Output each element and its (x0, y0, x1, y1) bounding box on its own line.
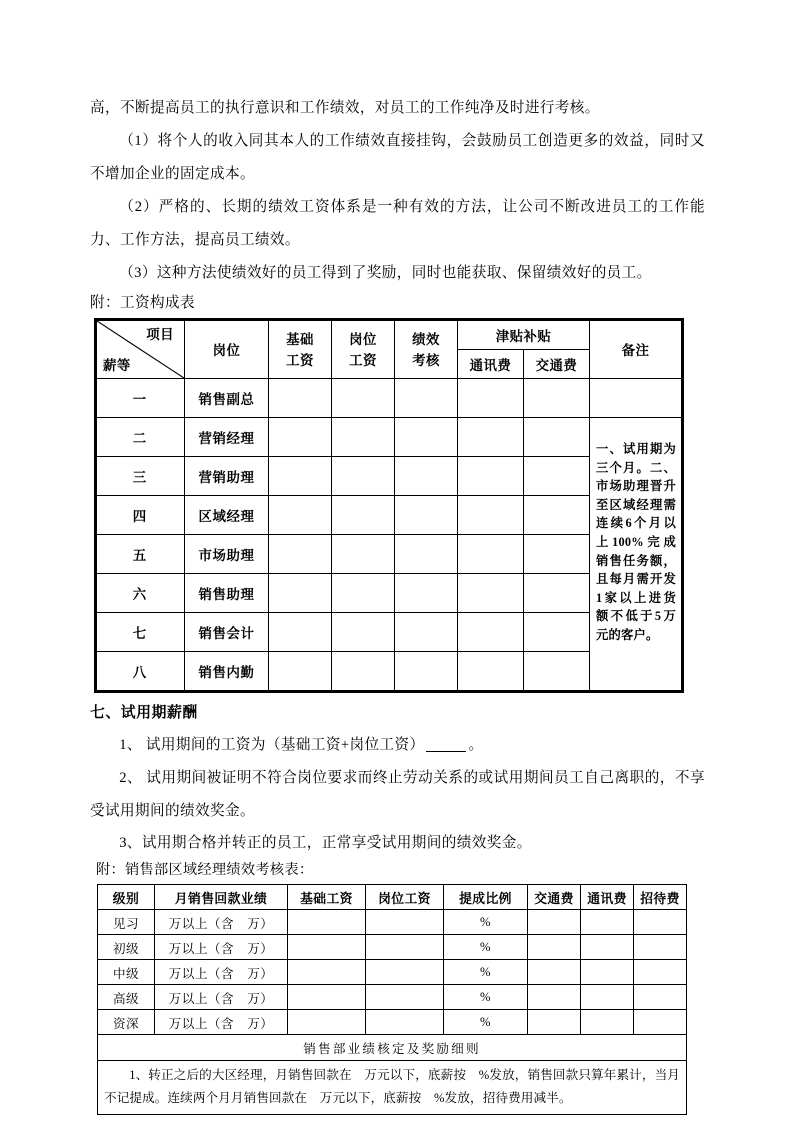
cell-position-salary[interactable] (332, 535, 395, 574)
header-corner-split-cell (97, 321, 185, 379)
perf-cell-transport-fee[interactable] (528, 935, 581, 960)
rule-section-body (98, 1061, 687, 1115)
cell-transport-fee[interactable] (524, 574, 590, 613)
cell-performance[interactable] (395, 574, 458, 613)
paragraph-item-3: （3）这种方法使绩效好的员工得到了奖励，同时也能获取、保留绩效好的员工。 (119, 265, 652, 281)
cell-remark-note: 一、试用期为三个月。二、市场助理晋升至区域经理需连续6个月以上100%完成销售任务额，且每月需开发1家以上进货额不低于5万元的客户。 (590, 418, 682, 691)
perf-cell-communication-fee[interactable] (581, 935, 634, 960)
cell-transport-fee[interactable] (524, 652, 590, 691)
cell-communication-fee[interactable] (458, 457, 524, 496)
perf-row-level: 高级 (98, 985, 155, 1010)
perf-cell-commission-rate[interactable]: % (444, 910, 528, 935)
header-position-salary-line2: 工资 (349, 352, 377, 368)
row-post: 区域经理 (185, 496, 269, 535)
table-row (98, 960, 687, 985)
perf-row-level: 中级 (98, 960, 155, 985)
header-performance-line2: 考核 (412, 352, 440, 368)
header-base-salary-line2: 工资 (286, 352, 314, 368)
perf-row-level: 资深 (98, 1010, 155, 1035)
section-item-1-suffix: 。 (468, 737, 484, 753)
cell-transport-fee[interactable] (524, 418, 590, 457)
row-level: 七 (97, 613, 185, 652)
header-base-salary-line1: 基础 (286, 331, 314, 347)
row-post: 销售副总 (185, 379, 269, 418)
row-post: 销售助理 (185, 574, 269, 613)
header-allowance-group: 津贴补贴 (458, 321, 590, 350)
perf-row-monthly-sales: 万以上（含 万） (155, 935, 288, 960)
row-post: 销售内勤 (185, 652, 269, 691)
cell-transport-fee[interactable] (524, 613, 590, 652)
perf-header-commission-rate: 提成比例 (444, 885, 528, 910)
cell-base-salary[interactable] (269, 496, 332, 535)
header-performance-review (395, 321, 458, 379)
row-level: 一 (97, 379, 185, 418)
attachment-label-performance-table: 附：销售部区域经理绩效考核表： (96, 862, 314, 878)
cell-performance[interactable] (395, 496, 458, 535)
perf-cell-base-salary[interactable] (288, 910, 366, 935)
cell-position-salary[interactable] (332, 457, 395, 496)
row-level: 三 (97, 457, 185, 496)
page-title: 七、试用期薪酬 (90, 705, 198, 721)
perf-header-communication-fee: 通讯费 (581, 885, 634, 910)
perf-cell-entertainment-fee[interactable] (634, 1010, 687, 1035)
perf-cell-entertainment-fee[interactable] (634, 935, 687, 960)
table-row (98, 910, 687, 935)
perf-row-monthly-sales: 万以上（含 万） (155, 960, 288, 985)
section-item-3: 3、试用期合格并转正的员工，正常享受试用期间的绩效奖金。 (119, 835, 532, 851)
perf-cell-transport-fee[interactable] (528, 960, 581, 985)
perf-cell-commission-rate[interactable]: % (444, 960, 528, 985)
perf-header-level: 级别 (98, 885, 155, 910)
perf-cell-commission-rate[interactable]: % (444, 1010, 528, 1035)
header-position-salary-line1: 岗位 (349, 331, 377, 347)
cell-position-salary[interactable] (332, 379, 395, 418)
perf-cell-base-salary[interactable] (288, 985, 366, 1010)
perf-cell-base-salary[interactable] (288, 935, 366, 960)
perf-cell-entertainment-fee[interactable] (634, 960, 687, 985)
row-level: 四 (97, 496, 185, 535)
cell-transport-fee[interactable] (524, 535, 590, 574)
perf-cell-entertainment-fee[interactable] (634, 985, 687, 1010)
header-corner-grade-label: 薪等 (103, 358, 131, 373)
cell-position-salary[interactable] (332, 574, 395, 613)
salary-composition-table (96, 320, 682, 691)
cell-transport-fee[interactable] (524, 379, 590, 418)
perf-header-transport-fee: 交通费 (528, 885, 581, 910)
cell-communication-fee[interactable] (458, 418, 524, 457)
row-level: 八 (97, 652, 185, 691)
row-post: 营销经理 (185, 418, 269, 457)
attachment-label-salary-table: 附：工资构成表 (90, 295, 195, 311)
performance-review-table (97, 884, 687, 1115)
perf-cell-transport-fee[interactable] (528, 910, 581, 935)
perf-row-monthly-sales: 万以上（含 万） (155, 910, 288, 935)
cell-performance[interactable] (395, 457, 458, 496)
cell-communication-fee[interactable] (458, 535, 524, 574)
perf-cell-commission-rate[interactable]: % (444, 935, 528, 960)
cell-communication-fee[interactable] (458, 574, 524, 613)
table-row (98, 1061, 687, 1115)
section-item-2: 2、 试用期间被证明不符合岗位要求而终止劳动关系的或试用期间员工自己离职的，不享受试用期间的绩效奖金。 (90, 770, 705, 819)
cell-base-salary[interactable] (269, 379, 332, 418)
perf-cell-commission-rate[interactable]: % (444, 985, 528, 1010)
perf-row-level: 初级 (98, 935, 155, 960)
perf-header-position-salary: 岗位工资 (366, 885, 444, 910)
perf-cell-position-salary[interactable] (366, 935, 444, 960)
perf-row-monthly-sales: 万以上（含 万） (155, 985, 288, 1010)
table-row (97, 418, 682, 457)
row-post: 销售会计 (185, 613, 269, 652)
header-corner-item-label: 项目 (146, 327, 174, 342)
header-performance-line1: 绩效 (412, 331, 440, 347)
header-base-salary (269, 321, 332, 379)
cell-transport-fee[interactable] (524, 496, 590, 535)
perf-cell-transport-fee[interactable] (528, 1010, 581, 1035)
header-post: 岗位 (185, 321, 269, 379)
perf-header-monthly-sales: 月销售回款业绩 (155, 885, 288, 910)
perf-row-level: 见习 (98, 910, 155, 935)
cell-base-salary[interactable] (269, 652, 332, 691)
perf-cell-base-salary[interactable] (288, 960, 366, 985)
perf-cell-position-salary[interactable] (366, 985, 444, 1010)
cell-performance[interactable] (395, 535, 458, 574)
cell-base-salary[interactable] (269, 574, 332, 613)
paragraph-item-1: （1）将个人的收入同其本人的工作绩效直接挂钩，会鼓励员工创造更多的效益，同时又不增加企业的固定成本。 (90, 133, 705, 182)
perf-cell-transport-fee[interactable] (528, 985, 581, 1010)
perf-cell-communication-fee[interactable] (581, 1010, 634, 1035)
cell-base-salary[interactable] (269, 418, 332, 457)
section-item-1-text: 1、 试用期间的工资为（基础工资+岗位工资） (119, 737, 425, 753)
table-row (97, 379, 682, 418)
blank-fill-underline[interactable] (426, 751, 466, 752)
header-transport-fee: 交通费 (524, 350, 590, 379)
row-level: 二 (97, 418, 185, 457)
row-post: 市场助理 (185, 535, 269, 574)
cell-performance[interactable] (395, 613, 458, 652)
section-item-1 (90, 729, 705, 762)
perf-cell-communication-fee[interactable] (581, 960, 634, 985)
cell-base-salary[interactable] (269, 457, 332, 496)
table-row (98, 935, 687, 960)
perf-cell-base-salary[interactable] (288, 1010, 366, 1035)
cell-communication-fee[interactable] (458, 613, 524, 652)
cell-performance[interactable] (395, 418, 458, 457)
table-row (98, 1035, 687, 1061)
paragraph-intro: 高，不断提高员工的执行意识和工作绩效，对员工的工作纯净及时进行考核。 (90, 100, 600, 116)
cell-communication-fee[interactable] (458, 379, 524, 418)
paragraph-item-2: （2）严格的、长期的绩效工资体系是一种有效的方法，让公司不断改进员工的工作能力、工作方法，提高员工绩效。 (90, 199, 705, 248)
row-post: 营销助理 (185, 457, 269, 496)
perf-cell-position-salary[interactable] (366, 1010, 444, 1035)
cell-transport-fee[interactable] (524, 457, 590, 496)
perf-header-base-salary: 基础工资 (288, 885, 366, 910)
cell-position-salary[interactable] (332, 613, 395, 652)
row-level: 六 (97, 574, 185, 613)
cell-communication-fee[interactable] (458, 652, 524, 691)
cell-position-salary[interactable] (332, 496, 395, 535)
table-row (98, 1010, 687, 1035)
perf-header-entertainment-fee: 招待费 (634, 885, 687, 910)
perf-cell-position-salary[interactable] (366, 910, 444, 935)
performance-header-row (98, 885, 687, 910)
table-row (98, 985, 687, 1010)
rule-body-text: 1、转正之后的大区经理，月销售回款在 万元以下，底薪按 %发放，销售回款只算年累计，当月不记提成。连续两个月月销售回款在 万元以下，底薪按 %发放，招待费用减半。 (104, 1068, 680, 1105)
cell-position-salary[interactable] (332, 652, 395, 691)
header-remark: 备注 (590, 321, 682, 379)
header-position-salary (332, 321, 395, 379)
header-communication-fee: 通讯费 (458, 350, 524, 379)
cell-communication-fee[interactable] (458, 496, 524, 535)
cell-base-salary[interactable] (269, 535, 332, 574)
perf-row-monthly-sales: 万以上（含 万） (155, 1010, 288, 1035)
cell-position-salary[interactable] (332, 418, 395, 457)
perf-cell-communication-fee[interactable] (581, 985, 634, 1010)
row-level: 五 (97, 535, 185, 574)
cell-remark-top[interactable] (590, 379, 682, 418)
perf-cell-entertainment-fee[interactable] (634, 910, 687, 935)
cell-base-salary[interactable] (269, 613, 332, 652)
perf-cell-communication-fee[interactable] (581, 910, 634, 935)
rule-section-title: 销售部业绩核定及奖励细则 (98, 1035, 687, 1061)
salary-table-header-row-1 (97, 321, 682, 350)
cell-performance[interactable] (395, 379, 458, 418)
perf-cell-position-salary[interactable] (366, 960, 444, 985)
cell-performance[interactable] (395, 652, 458, 691)
